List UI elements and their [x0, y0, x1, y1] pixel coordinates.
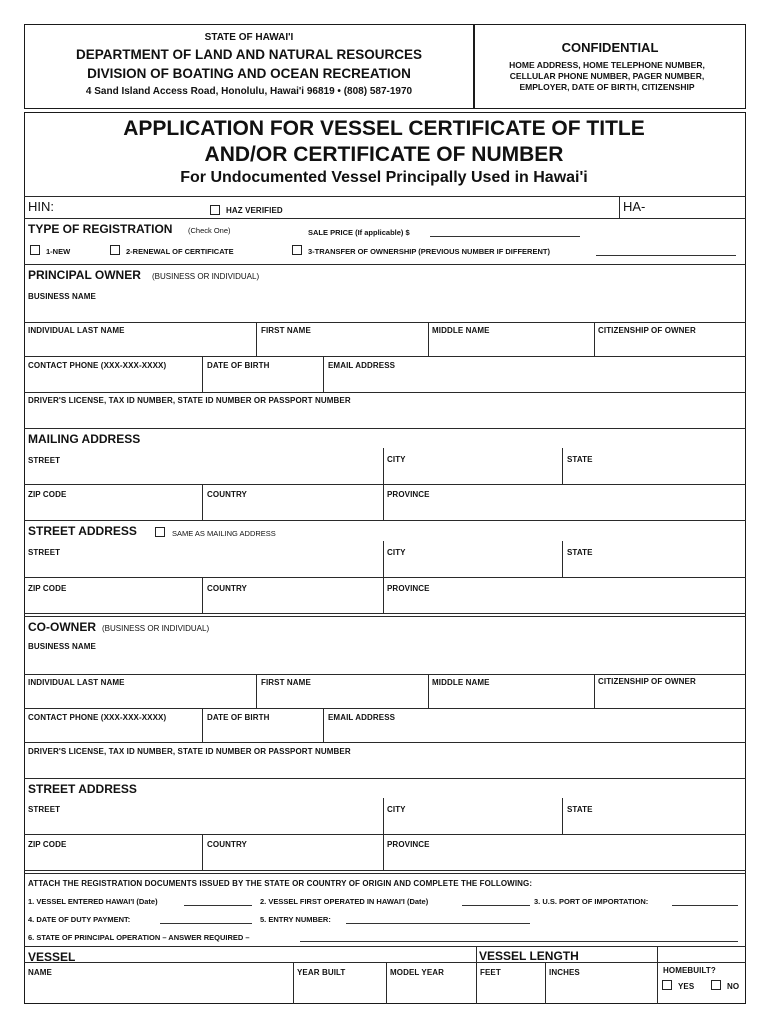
co-citizenship-label: CITIZENSHIP OF OWNER	[598, 677, 696, 686]
vessel-length-title: VESSEL LENGTH	[479, 949, 579, 963]
vessel-name-label: NAME	[28, 968, 52, 977]
registration-check-one: (Check One)	[188, 226, 231, 235]
year-built-label: YEAR BUILT	[297, 968, 346, 977]
street-city-label: CITY	[387, 548, 406, 557]
length-inches-label: INCHES	[549, 968, 580, 977]
model-year-label: MODEL YEAR	[390, 968, 445, 977]
po-email-label: EMAIL ADDRESS	[328, 361, 396, 370]
mailing-address-title: MAILING ADDRESS	[28, 432, 141, 446]
po-first-name-label: FIRST NAME	[261, 326, 311, 335]
mail-zip-label: ZIP CODE	[28, 490, 67, 499]
co-state-label: STATE	[567, 805, 593, 814]
co-city-label: CITY	[387, 805, 406, 814]
po-citizenship-label: CITIZENSHIP OF OWNER	[598, 326, 696, 335]
co-street-address-title: STREET ADDRESS	[28, 782, 137, 796]
q3-port-label: 3. U.S. PORT OF IMPORTATION:	[534, 897, 649, 906]
confidential-line-3: EMPLOYER, DATE OF BIRTH, CITIZENSHIP	[519, 82, 695, 92]
mail-province-label: PROVINCE	[387, 490, 430, 499]
co-owner-title: CO-OWNER	[28, 620, 96, 634]
co-middle-name-label: MIDDLE NAME	[432, 678, 490, 687]
mail-street-label: STREET	[28, 456, 61, 465]
po-middle-name-label: MIDDLE NAME	[432, 326, 490, 335]
q1-entered-hawaii-label: 1. VESSEL ENTERED HAWAI'I (Date)	[28, 897, 158, 906]
co-last-name-label: INDIVIDUAL LAST NAME	[28, 678, 125, 687]
homebuilt-no-label: NO	[727, 982, 740, 991]
co-country-label: COUNTRY	[207, 840, 247, 849]
po-dob-label: DATE OF BIRTH	[207, 361, 270, 370]
co-owner-sub: (BUSINESS OR INDIVIDUAL)	[102, 624, 210, 633]
hin-label: HIN:	[28, 199, 54, 214]
haz-verified-checkbox[interactable]	[210, 205, 220, 215]
vessel-title: VESSEL	[28, 950, 76, 964]
po-id-number-label: DRIVER'S LICENSE, TAX ID NUMBER, STATE ID NUMBER OR PASSPORT NUMBER	[28, 396, 351, 405]
confidential-line-2: CELLULAR PHONE NUMBER, PAGER NUMBER,	[509, 71, 705, 81]
co-first-name-label: FIRST NAME	[261, 678, 311, 687]
co-province-label: PROVINCE	[387, 840, 430, 849]
principal-owner-sub: (BUSINESS OR INDIVIDUAL)	[152, 272, 260, 281]
q2-first-operated-label: 2. VESSEL FIRST OPERATED IN HAWAI'I (Date)	[260, 897, 429, 906]
renewal-label: 2-RENEWAL OF CERTIFICATE	[126, 247, 234, 256]
mail-city-label: CITY	[387, 455, 406, 464]
po-business-name-label: BUSINESS NAME	[28, 292, 96, 301]
form-subtitle: For Undocumented Vessel Principally Used in Hawai'i	[180, 169, 588, 186]
street-zip-label: ZIP CODE	[28, 584, 67, 593]
principal-owner-title: PRINCIPAL OWNER	[28, 268, 141, 282]
confidential-line-1: HOME ADDRESS, HOME TELEPHONE NUMBER,	[509, 60, 705, 70]
co-phone-label: CONTACT PHONE (XXX-XXX-XXXX)	[28, 713, 167, 722]
form-title-line-1: APPLICATION FOR VESSEL CERTIFICATE OF TITLE	[123, 117, 645, 140]
q3-port-input[interactable]	[672, 905, 738, 906]
co-email-label: EMAIL ADDRESS	[328, 713, 396, 722]
po-last-name-label: INDIVIDUAL LAST NAME	[28, 326, 125, 335]
co-zip-label: ZIP CODE	[28, 840, 67, 849]
co-dob-label: DATE OF BIRTH	[207, 713, 270, 722]
co-id-number-label: DRIVER'S LICENSE, TAX ID NUMBER, STATE ID NUMBER OR PASSPORT NUMBER	[28, 747, 351, 756]
q2-first-operated-input[interactable]	[462, 905, 530, 906]
sale-price-label: SALE PRICE (If applicable) $	[308, 228, 410, 237]
sale-price-input[interactable]	[430, 236, 580, 237]
street-country-label: COUNTRY	[207, 584, 247, 593]
street-state-label: STATE	[567, 548, 593, 557]
same-as-mailing-label: SAME AS MAILING ADDRESS	[172, 529, 276, 538]
homebuilt-no-checkbox[interactable]	[711, 980, 721, 990]
co-street-label: STREET	[28, 805, 61, 814]
mail-state-label: STATE	[567, 455, 593, 464]
form-title-line-2: AND/OR CERTIFICATE OF NUMBER	[204, 143, 564, 166]
q4-duty-payment-input[interactable]	[160, 923, 252, 924]
q1-entered-hawaii-input[interactable]	[184, 905, 252, 906]
q5-entry-number-label: 5. ENTRY NUMBER:	[260, 915, 331, 924]
department-name: DEPARTMENT OF LAND AND NATURAL RESOURCES	[76, 47, 422, 62]
haz-verified-label: HAZ VERIFIED	[226, 206, 283, 215]
state-name: STATE OF HAWAI'I	[204, 32, 294, 43]
homebuilt-yes-label: YES	[678, 982, 695, 991]
mail-country-label: COUNTRY	[207, 490, 247, 499]
q4-duty-payment-label: 4. DATE OF DUTY PAYMENT:	[28, 915, 131, 924]
street-province-label: PROVINCE	[387, 584, 430, 593]
transfer-label: 3-TRANSFER OF OWNERSHIP (PREVIOUS NUMBER IF DIFFERENT)	[308, 247, 550, 256]
same-as-mailing-checkbox[interactable]	[155, 527, 165, 537]
previous-number-input[interactable]	[596, 255, 736, 256]
renewal-checkbox[interactable]	[110, 245, 120, 255]
length-feet-label: FEET	[480, 968, 501, 977]
street-address-title: STREET ADDRESS	[28, 524, 137, 538]
registration-type-title: TYPE OF REGISTRATION	[28, 222, 173, 236]
street-street-label: STREET	[28, 548, 61, 557]
q6-principal-state-input[interactable]	[300, 941, 738, 942]
homebuilt-yes-checkbox[interactable]	[662, 980, 672, 990]
new-registration-checkbox[interactable]	[30, 245, 40, 255]
agency-address: 4 Sand Island Access Road, Honolulu, Hawai'i 96819 • (808) 587-1970	[85, 86, 413, 97]
import-instruction: ATTACH THE REGISTRATION DOCUMENTS ISSUED BY THE STATE OR COUNTRY OF ORIGIN AND COMPLETE THE FOLLOWING:	[28, 879, 533, 888]
confidential-title: CONFIDENTIAL	[561, 40, 659, 55]
division-name: DIVISION OF BOATING AND OCEAN RECREATION	[87, 66, 411, 81]
ha-number-label: HA-	[623, 199, 646, 214]
transfer-checkbox[interactable]	[292, 245, 302, 255]
q5-entry-number-input[interactable]	[346, 923, 530, 924]
new-registration-label: 1-NEW	[46, 247, 71, 256]
co-business-name-label: BUSINESS NAME	[28, 642, 96, 651]
q6-principal-state-label: 6. STATE OF PRINCIPAL OPERATION – ANSWER REQUIRED –	[28, 933, 250, 942]
po-phone-label: CONTACT PHONE (XXX-XXX-XXXX)	[28, 361, 167, 370]
homebuilt-label: HOMEBUILT?	[663, 966, 716, 975]
